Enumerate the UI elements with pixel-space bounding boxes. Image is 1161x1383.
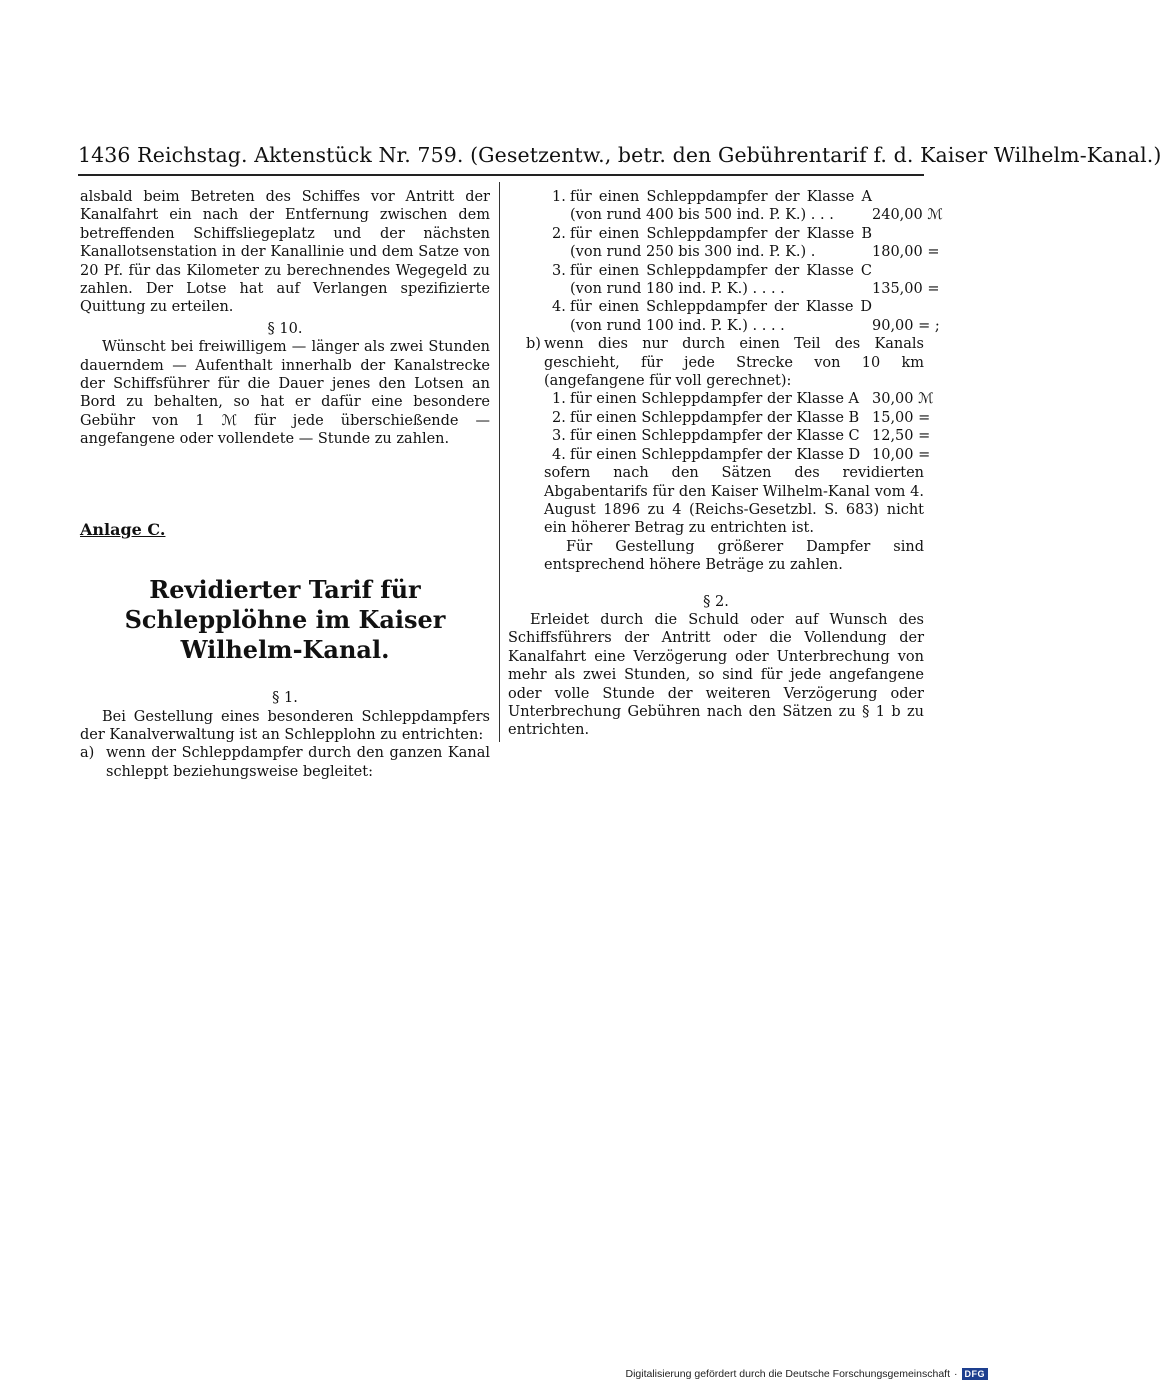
section-10-text: Wünscht bei freiwilligem — länger als zwei Stunden dauerndem — Aufenthalt innerhalb der Kanalstrecke der Schiffsführer für die Dauer jenes den Lotsen an Bord zu behalten, so hat er dafür eine besondere Gebühr von 1 ℳ für jede überschießende — angefangene oder vollendete — Stunde zu zahlen. — [80, 339, 490, 448]
rate-amount: 12,50 = — [872, 428, 931, 445]
rate-text: für einen Schleppdampfer der Klasse A (von rund 400 bis 500 ind. P. K.) . . . — [570, 189, 872, 224]
right-column — [508, 188, 943, 740]
section-1-title: § 1. — [272, 690, 298, 707]
left-intro-paragraph: alsbald beim Betreten des Schiffes vor Antritt der Kanalfahrt ein nach der Entfernung zwischen dem betreffenden Schiffsliegeplatz und der nächsten Kanallotsenstation in der Kanallinie und dem Satze von 20 Pf. für das Kilometer zu berechnendes Wegegeld zu zahlen. Der Lotse hat auf Verlangen spezifizierte Quittung zu erteilen. — [80, 189, 490, 316]
rate-amount: 10,00 = — [872, 446, 931, 463]
rate-a-2 — [508, 225, 940, 262]
rate-number: 2. — [552, 409, 566, 426]
rate-text: für einen Schleppdampfer der Klasse C (von rund 180 ind. P. K.) . . . . — [570, 262, 872, 298]
rates-a-list — [508, 188, 943, 335]
header-rule — [78, 174, 924, 176]
rate-amount: 30,00 ℳ — [872, 391, 934, 408]
item-b-text: wenn dies nur durch einen Teil des Kanals geschieht, für jede Strecke von 10 km (angefangene für voll gerechnet): — [544, 336, 924, 390]
after-b-paragraph: sofern nach den Sätzen des revidierten Abgabentarifs für den Kaiser Wilhelm-Kanal vom 4. August 1896 zu 4 (Reichs-Gesetzbl. S. 683) nicht ein höherer Betrag zu entrichten ist. — [544, 465, 924, 537]
rate-b-1 — [508, 390, 934, 408]
rate-text: für einen Schleppdampfer der Klasse D — [570, 446, 861, 463]
item-a-label: a) — [80, 745, 95, 762]
section-1-text: Bei Gestellung eines besonderen Schleppdampfers der Kanalverwaltung ist an Schlepplohn zu entrichten: — [80, 708, 490, 743]
rate-number: 3. — [552, 262, 566, 279]
rates-b-list — [508, 390, 934, 464]
rate-number: 2. — [552, 225, 566, 242]
rate-text: für einen Schleppdampfer der Klasse B — [570, 409, 860, 426]
rate-text: für einen Schleppdampfer der Klasse B (von rund 250 bis 300 ind. P. K.) . — [570, 225, 872, 261]
anlage-heading: Anlage C. — [80, 519, 166, 539]
section-2-text: Erleidet durch die Schuld oder auf Wunsch des Schiffsführers der Antritt oder die Vollendung der Kanalfahrt eine Verzögerung oder Unterbrechung von mehr als zwei Stunden, so sind für jede angefangene oder volle Stunde der weiteren Verzögerung oder Unterbrechung Gebühren nach den Sätzen zu § 1 b zu entrichten. — [508, 611, 924, 739]
dfg-logo: DFG — [962, 1368, 989, 1380]
rate-text: für einen Schleppdampfer der Klasse D (von rund 100 ind. P. K.) . . . . — [570, 299, 872, 334]
left-column — [80, 188, 490, 781]
rate-amount: 180,00 = — [872, 244, 940, 261]
rate-amount: 240,00 ℳ — [872, 207, 943, 224]
rate-number: 1. — [552, 189, 566, 205]
rate-amount: 15,00 = — [872, 409, 931, 426]
rate-a-3 — [508, 262, 940, 299]
digitization-footer: Digitalisierung gefördert durch die Deutsche Forschungsgemeinschaft · DFG — [625, 1368, 988, 1380]
rate-amount: 90,00 = ; — [872, 317, 940, 334]
column-divider — [499, 182, 500, 742]
item-b — [508, 335, 924, 390]
rate-b-3 — [508, 427, 931, 445]
rate-text: für einen Schleppdampfer der Klasse A — [570, 391, 860, 408]
rate-a-1 — [508, 188, 943, 225]
rate-number: 4. — [552, 299, 566, 316]
rate-b-4 — [508, 446, 931, 464]
larger-dampfer-paragraph: Für Gestellung größerer Dampfer sind entsprechend höhere Beträge zu zahlen. — [544, 538, 924, 574]
item-a — [80, 744, 490, 781]
rate-b-2 — [508, 409, 931, 427]
rate-text: für einen Schleppdampfer der Klasse C — [570, 428, 860, 445]
section-2-title: § 2. — [703, 593, 729, 610]
rate-number: 3. — [552, 428, 566, 445]
item-a-text: wenn der Schleppdampfer durch den ganzen Kanal schleppt beziehungsweise begleitet: — [106, 745, 490, 780]
footer-text: Digitalisierung gefördert durch die Deutsche Forschungsgemeinschaft — [625, 1368, 950, 1380]
tarif-title: Revidierter Tarif für Schlepplöhne im Kaiser Wilhelm-Kanal. — [124, 575, 446, 665]
rate-number: 1. — [552, 391, 566, 408]
section-10-title: § 10. — [267, 320, 303, 337]
item-b-label: b) — [526, 336, 541, 353]
rate-number: 4. — [552, 446, 566, 463]
rate-amount: 135,00 = — [872, 281, 940, 298]
rate-a-4 — [508, 298, 940, 335]
page-header: 1436 Reichstag. Aktenstück Nr. 759. (Gesetzentw., betr. den Gebührentarif f. d. Kaiser Wilhelm-Kanal.) — [78, 143, 1161, 167]
